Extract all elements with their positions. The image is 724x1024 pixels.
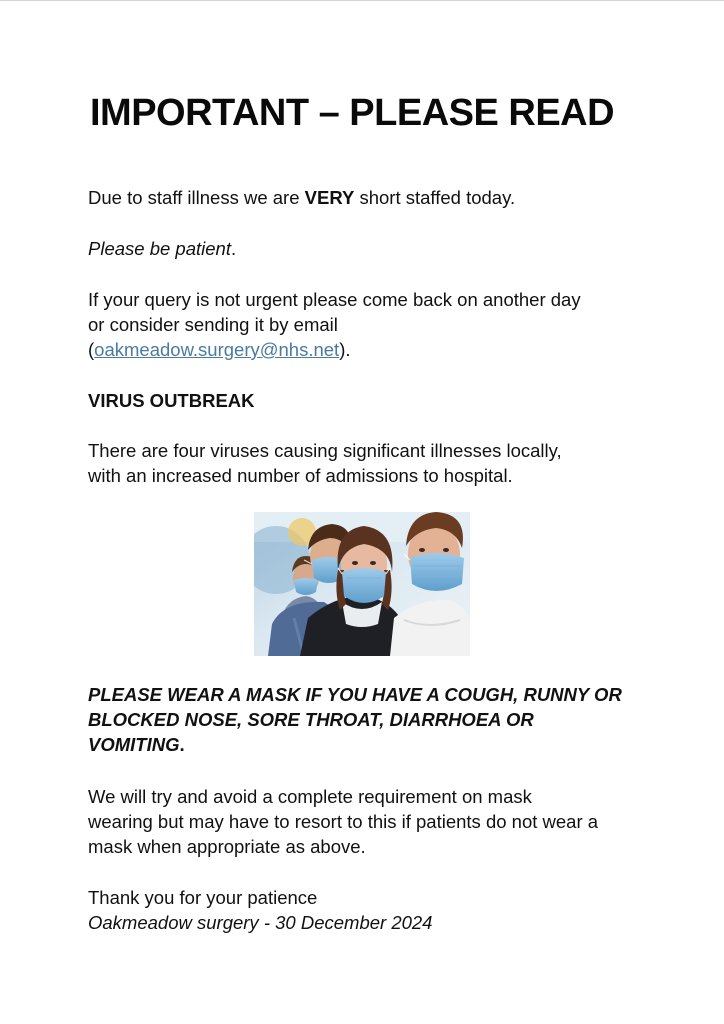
email-close-paren: ).: [339, 339, 351, 360]
warning-line-2: BLOCKED NOSE, SORE THROAT, DIARRHOEA OR: [88, 709, 534, 730]
notice-title: IMPORTANT – PLEASE READ: [90, 92, 615, 134]
closing-paragraph: [88, 885, 432, 935]
warning-period: .: [179, 734, 185, 755]
patience-text: Please be patient: [88, 238, 231, 259]
very-emphasis: VERY: [304, 187, 355, 208]
email-link[interactable]: oakmeadow.surgery@nhs.net: [94, 339, 340, 360]
staff-illness-text-start: Due to staff illness we are: [88, 187, 305, 208]
virus-outbreak-heading: VIRUS OUTBREAK: [88, 390, 255, 411]
signature-text: Oakmeadow surgery - 30 December 2024: [88, 912, 433, 933]
requirement-line-1: We will try and avoid a complete requirement on mask: [88, 786, 532, 807]
staff-illness-paragraph: [88, 185, 515, 210]
requirement-line-3: mask when appropriate as above.: [88, 836, 366, 857]
warning-line-1: PLEASE WEAR A MASK IF YOU HAVE A COUGH, RUNNY OR: [88, 684, 622, 705]
masked-people-photo: [254, 512, 470, 656]
patience-paragraph: [88, 236, 236, 261]
non-urgent-paragraph: [88, 287, 581, 362]
mask-requirement-paragraph: [88, 784, 598, 859]
page-top-border: [0, 0, 724, 1]
virus-line-1: There are four viruses causing significant illnesses locally,: [88, 440, 562, 461]
email-open-paren: (: [88, 339, 95, 360]
virus-line-2: with an increased number of admissions to hospital.: [88, 465, 513, 486]
requirement-line-2: wearing but may have to resort to this if patients do not wear a: [88, 811, 599, 832]
thanks-text: Thank you for your patience: [88, 887, 318, 908]
warning-line-3: VOMITING: [88, 734, 180, 755]
mask-warning-paragraph: [88, 682, 622, 757]
virus-outbreak-paragraph: [88, 438, 562, 488]
staff-illness-text-end: short staffed today.: [354, 187, 516, 208]
non-urgent-line-2: or consider sending it by email: [88, 314, 338, 335]
patience-period: .: [230, 238, 237, 259]
non-urgent-line-1: If your query is not urgent please come back on another day: [88, 289, 581, 310]
